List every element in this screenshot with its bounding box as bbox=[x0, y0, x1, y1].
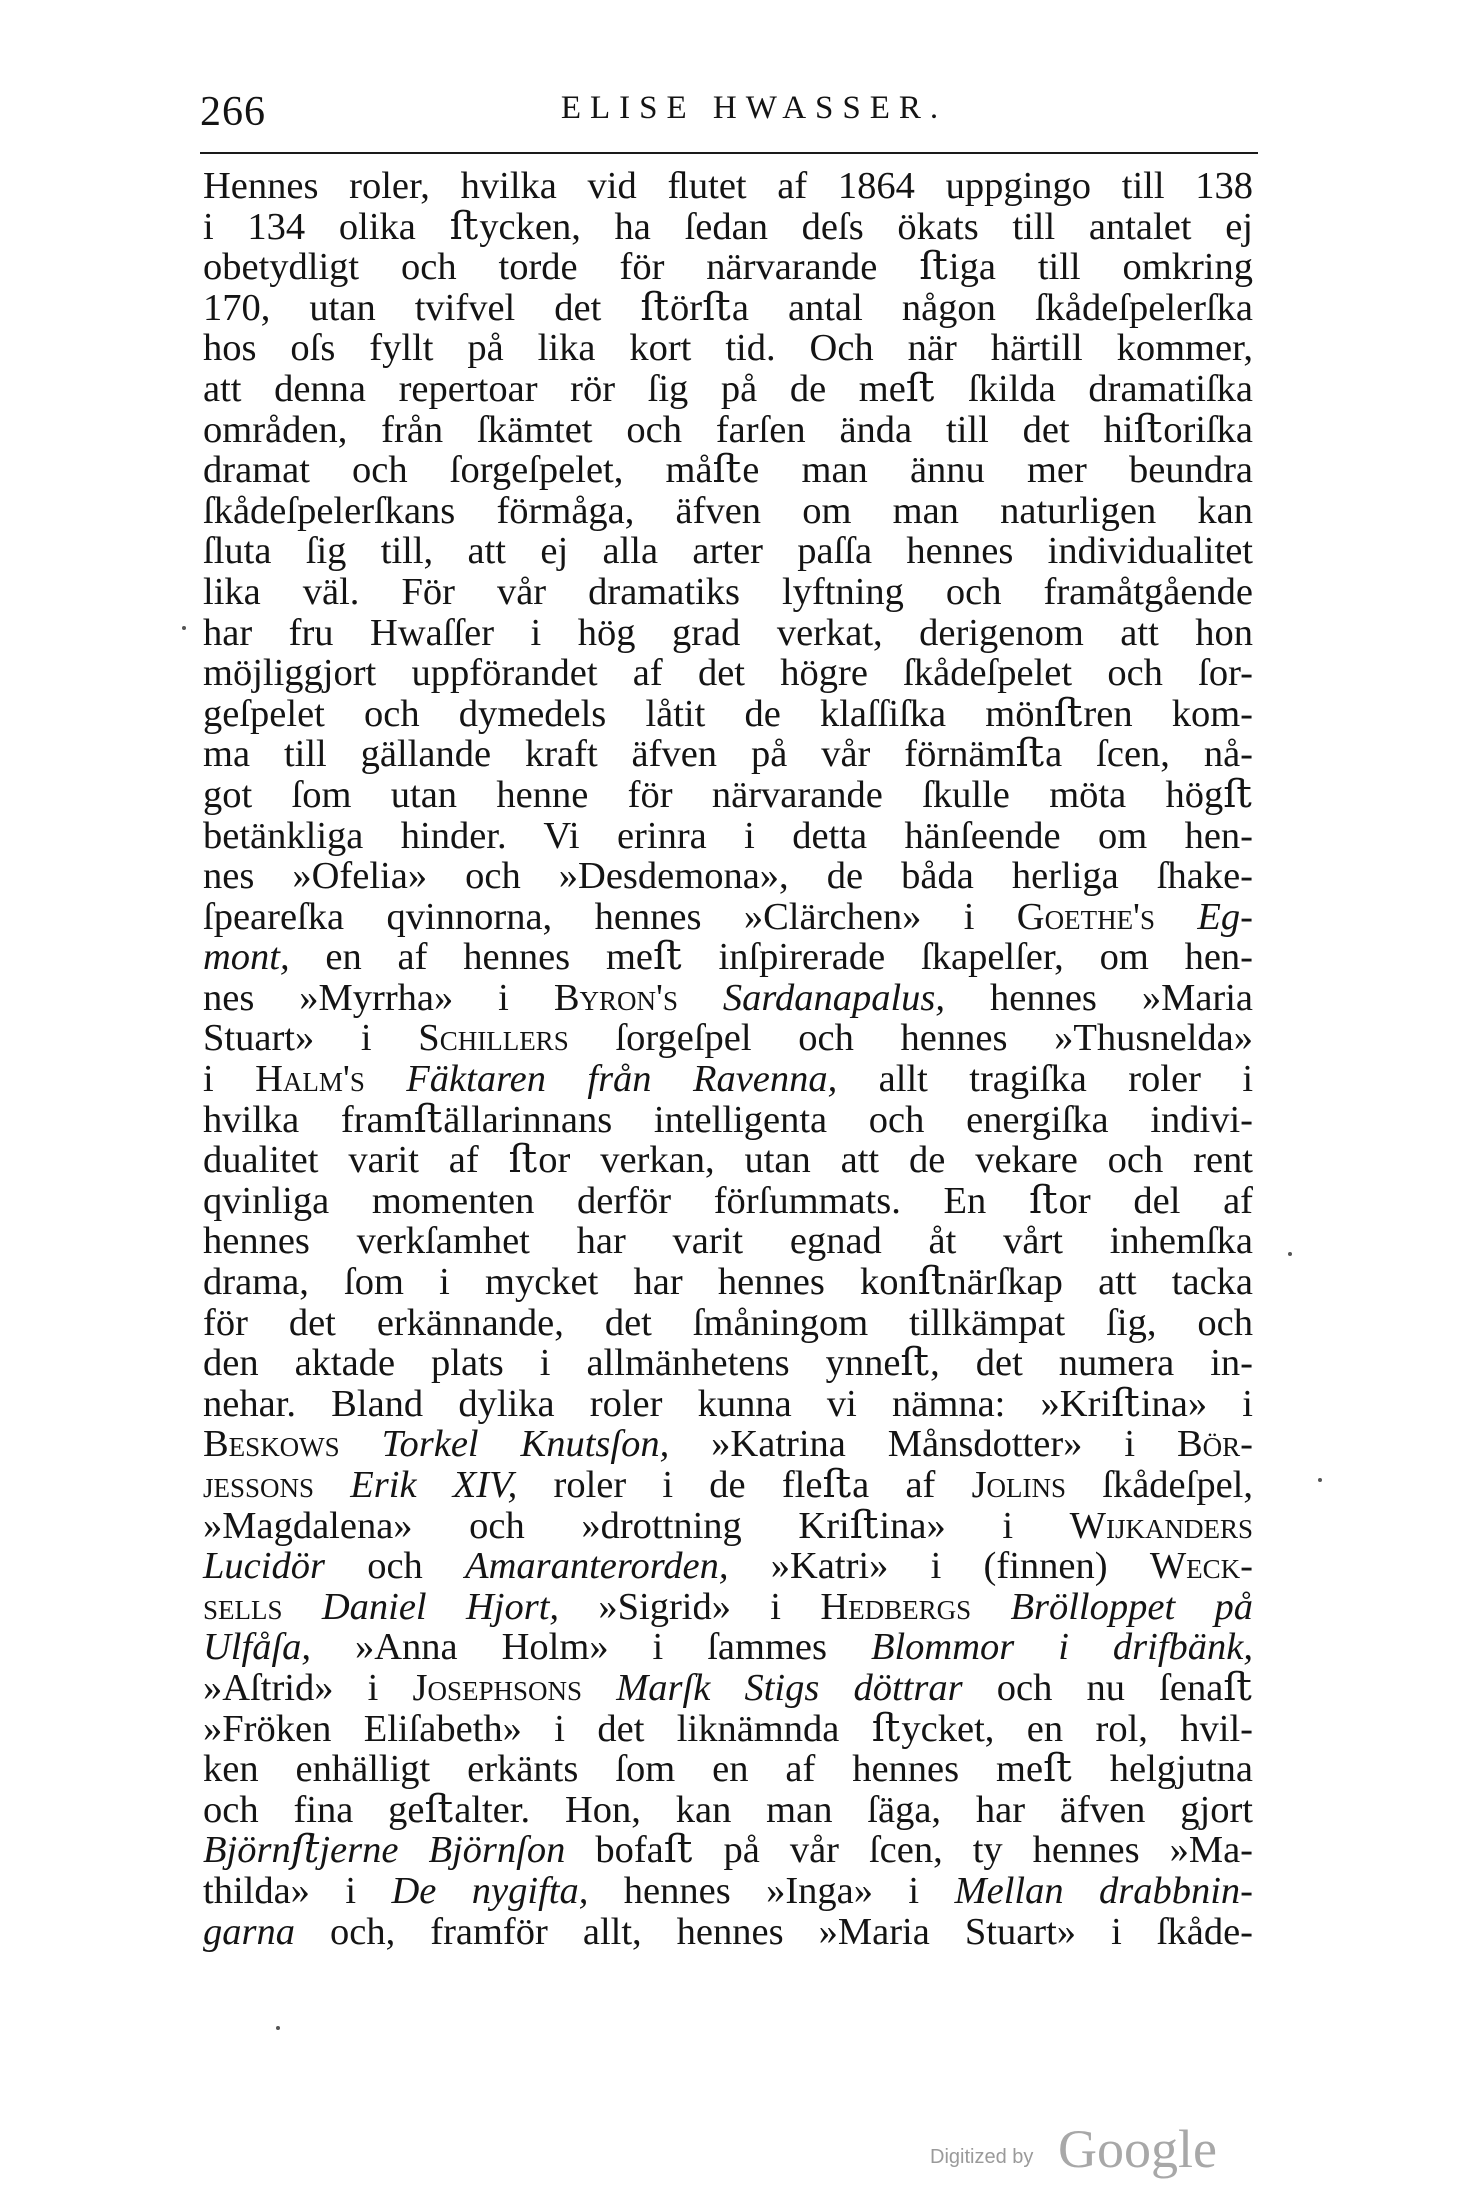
body-text bbox=[203, 166, 1253, 1952]
text-run: hennes verkſamhet har varit egnad åt vårt inhemſka bbox=[203, 1220, 1253, 1263]
text-line bbox=[203, 734, 1253, 775]
text-line bbox=[203, 1790, 1253, 1831]
text-run: ſpeareſka qvinnorna, hennes »Clärchen» i bbox=[203, 895, 1017, 938]
italic-title: Blommor i drifbänk, bbox=[870, 1626, 1253, 1669]
text-line bbox=[203, 937, 1253, 978]
text-run: thilda» i bbox=[203, 1869, 392, 1912]
italic-title: Lucidör bbox=[203, 1545, 325, 1588]
text-line bbox=[203, 572, 1253, 613]
text-line bbox=[203, 1506, 1253, 1547]
text-run: och nu ſenaﬅ bbox=[962, 1666, 1254, 1709]
italic-title: Torkel Knutsſon, bbox=[381, 1423, 670, 1466]
text-run: »Magdalena» och »drottning Kriﬅina» i bbox=[203, 1504, 1070, 1547]
digitized-by-label: Digitized by bbox=[930, 2146, 1034, 2168]
text-run: för det erkännande, det ſmåningom tillkämpat ſig, och bbox=[203, 1301, 1253, 1344]
text-line bbox=[203, 1627, 1253, 1668]
italic-title: Mellan drabbnin- bbox=[954, 1869, 1254, 1912]
page-number: 266 bbox=[200, 89, 266, 135]
text-line bbox=[203, 531, 1253, 572]
author-name: Josephsons bbox=[412, 1666, 583, 1709]
text-line bbox=[203, 1465, 1253, 1506]
text-run: ſkådeſpel, bbox=[1066, 1464, 1254, 1506]
text-line bbox=[203, 775, 1253, 816]
text-run: och fina geﬅalter. Hon, kan man ſäga, har äfven gjort bbox=[203, 1788, 1253, 1831]
text-line bbox=[203, 1830, 1253, 1871]
italic-title: Marſk Stigs döttrar bbox=[616, 1666, 963, 1709]
text-run: nes »Myrrha» i bbox=[203, 976, 554, 1019]
italic-title: Bröllоppet på bbox=[1010, 1585, 1253, 1628]
page-header bbox=[200, 88, 1258, 148]
google-watermark bbox=[930, 2118, 1230, 2178]
text-line bbox=[203, 1668, 1253, 1709]
italic-title: Erik XIV, bbox=[350, 1464, 518, 1506]
text-run: »Aſtrid» i bbox=[203, 1666, 413, 1709]
text-run bbox=[340, 1423, 382, 1465]
text-line bbox=[203, 369, 1253, 410]
text-line bbox=[203, 1059, 1253, 1100]
header-rule bbox=[200, 152, 1258, 154]
text-line bbox=[203, 288, 1253, 329]
author-name: Byron's bbox=[553, 976, 678, 1019]
text-run: ma till gällande kraft äfven på vår förnämﬅa ſcen, nå- bbox=[203, 733, 1253, 776]
text-line bbox=[203, 207, 1253, 248]
running-title: ELISE HWASSER. bbox=[560, 90, 948, 126]
text-run: har fru Hwaſſer i hög grad verkat, derigenom att hon bbox=[203, 611, 1253, 654]
text-run: ken enhälligt erkänts ſom en af hennes meﬅ helgjutna bbox=[203, 1748, 1253, 1791]
text-line bbox=[203, 328, 1253, 369]
text-run: »Katri» i (finnen) bbox=[728, 1545, 1150, 1588]
margin-speck bbox=[182, 626, 186, 630]
text-line bbox=[203, 1262, 1253, 1303]
author-name: Hedbergs bbox=[820, 1585, 972, 1628]
margin-speck bbox=[276, 2026, 280, 2030]
text-run: nehar. Bland dylika roler kunna vi nämna: »Kriﬅina» i bbox=[203, 1382, 1253, 1425]
text-run: got ſom utan henne för närvarande ſkulle möta högﬅ bbox=[203, 773, 1253, 816]
text-run: »Katrina Månsdotter» i bbox=[669, 1423, 1177, 1466]
text-run: »Anna Holm» i ſammes bbox=[311, 1626, 871, 1669]
text-line bbox=[203, 1221, 1253, 1262]
text-line bbox=[203, 613, 1253, 654]
text-run: »Fröken Eliſabeth» i det liknämnda ﬅycket, en rol, hvil- bbox=[203, 1707, 1253, 1750]
text-run: ſluta ſig till, att ej alla arter paſſa hennes individualitet bbox=[203, 530, 1253, 573]
italic-title: mont, bbox=[203, 936, 290, 979]
text-line bbox=[203, 1100, 1253, 1141]
text-run: den aktade plats i allmänhetens ynneﬅ, det numera in- bbox=[203, 1342, 1253, 1385]
text-run: lika väl. För vår dramatiks lyftning och framåtgående bbox=[203, 570, 1253, 613]
text-run: ſorgeſpel och hennes »Thusnelda» bbox=[568, 1017, 1253, 1060]
author-name: Beskows bbox=[203, 1423, 340, 1466]
text-run bbox=[1155, 896, 1197, 938]
text-run: nes »Ofelia» och »Desdemona», de båda herliga ſhake- bbox=[203, 855, 1253, 898]
italic-title: Fäktaren från Ravenna, bbox=[406, 1058, 838, 1101]
author-name: Jolins bbox=[971, 1464, 1067, 1506]
text-run: »Sigrid» i bbox=[559, 1585, 821, 1628]
margin-speck bbox=[1288, 1252, 1292, 1256]
text-line bbox=[203, 1709, 1253, 1750]
text-line bbox=[203, 1546, 1253, 1587]
text-run: 170, utan tvifvel det ﬅörﬅa antal någon ſkådeſpelerſka bbox=[203, 286, 1253, 329]
text-run: i 134 olika ﬅycken, ha ſedan deſs ökats till antalet ej bbox=[203, 205, 1253, 248]
text-run: hennes »Maria bbox=[945, 976, 1254, 1019]
text-line bbox=[203, 978, 1253, 1019]
author-name: Halm's bbox=[255, 1058, 365, 1101]
italic-title: garna bbox=[203, 1910, 295, 1953]
text-run: ſkådeſpelerſkans förmåga, äfven om man naturligen kan bbox=[203, 489, 1253, 532]
text-run: geſpelet och dymedels låtit de klaſſiſka mönﬅren kom- bbox=[203, 692, 1253, 735]
text-run: hvilka framﬅällarinnans intelligenta och energiſka indivi- bbox=[203, 1098, 1253, 1141]
text-run: hos oſs fyllt på lika kort tid. Och när härtill kommer, bbox=[203, 327, 1253, 370]
text-line bbox=[203, 897, 1253, 938]
text-line bbox=[203, 450, 1253, 491]
text-line bbox=[203, 1587, 1253, 1628]
italic-title: Björnﬅjerne Björnſon bbox=[203, 1829, 566, 1872]
text-run: i bbox=[203, 1058, 256, 1101]
text-line bbox=[203, 1181, 1253, 1222]
text-run: och bbox=[324, 1545, 466, 1588]
italic-title: De nygifta, bbox=[391, 1869, 589, 1912]
author-name: jessons bbox=[203, 1464, 315, 1506]
italic-title: Eg- bbox=[1197, 895, 1253, 938]
author-name: Schillers bbox=[418, 1017, 569, 1060]
text-line bbox=[203, 1140, 1253, 1181]
text-run: allt tragiſka roler i bbox=[837, 1058, 1254, 1101]
italic-title: Ulfåſa, bbox=[203, 1626, 312, 1669]
text-run: qvinliga momenten derför förſummats. En ﬅor del af bbox=[203, 1179, 1253, 1222]
text-run: att denna repertoar rör ſig på de meﬅ ſkilda dramatiſka bbox=[203, 367, 1253, 410]
text-run bbox=[314, 1464, 350, 1506]
text-run: Stuart» i bbox=[203, 1017, 419, 1060]
text-line bbox=[203, 1018, 1253, 1059]
text-run: och, framför allt, hennes »Maria Stuart» i ſkåde- bbox=[294, 1910, 1253, 1953]
author-name: Bör- bbox=[1176, 1423, 1253, 1466]
text-line bbox=[203, 410, 1253, 451]
text-run: bofaﬅ på vår ſcen, ty hennes »Ma- bbox=[565, 1829, 1253, 1872]
text-line bbox=[203, 1303, 1253, 1344]
text-run bbox=[971, 1586, 1010, 1628]
italic-title: Daniel Hjort, bbox=[321, 1585, 560, 1628]
text-line bbox=[203, 247, 1253, 288]
italic-title: Amaranterorden, bbox=[465, 1545, 729, 1588]
text-line bbox=[203, 1912, 1253, 1953]
text-run: obetydligt och torde för närvarande ﬅiga till omkring bbox=[203, 246, 1253, 289]
text-line bbox=[203, 1871, 1253, 1912]
text-line bbox=[203, 816, 1253, 857]
text-run: en af hennes meﬅ inſpirerade ſkapelſer, om hen- bbox=[289, 936, 1253, 979]
text-run: dualitet varit af ﬅor verkan, utan att de vekare och rent bbox=[203, 1139, 1253, 1182]
author-name: sells bbox=[203, 1585, 283, 1628]
text-line bbox=[203, 856, 1253, 897]
margin-speck bbox=[1318, 1478, 1322, 1482]
text-line bbox=[203, 694, 1253, 735]
text-line bbox=[203, 1343, 1253, 1384]
text-run: hennes »Inga» i bbox=[588, 1869, 955, 1912]
text-run bbox=[678, 977, 723, 1019]
text-run bbox=[283, 1586, 322, 1628]
text-run: Hennes roler, hvilka vid ﬂutet af 1864 uppgingo till 138 bbox=[203, 165, 1253, 207]
text-run: betänkliga hinder. Vi erinra i detta hänſeende om hen- bbox=[203, 814, 1253, 857]
text-run bbox=[365, 1058, 406, 1100]
text-run: drama, ſom i mycket har hennes konﬅnärſkap att tacka bbox=[203, 1261, 1253, 1304]
text-line bbox=[203, 1749, 1253, 1790]
author-name: Weck- bbox=[1149, 1545, 1253, 1588]
italic-title: Sardanapalus, bbox=[722, 976, 946, 1019]
text-line bbox=[203, 491, 1253, 532]
text-line bbox=[203, 1384, 1253, 1425]
author-name: Wijkanders bbox=[1069, 1504, 1253, 1547]
text-line bbox=[203, 1424, 1253, 1465]
text-line bbox=[203, 653, 1253, 694]
text-line bbox=[203, 166, 1253, 207]
text-run bbox=[582, 1667, 616, 1709]
text-run: roler i de fleﬅa af bbox=[517, 1464, 972, 1506]
text-run: möjliggjort uppförandet af det högre ſkådeſpelet och ſor- bbox=[203, 652, 1253, 695]
author-name: Goethe's bbox=[1016, 895, 1156, 938]
text-run: dramat och ſorgeſpelet, måﬅe man ännu mer beundra bbox=[203, 449, 1253, 492]
google-logo: Google bbox=[1058, 2119, 1217, 2179]
text-run: områden, från ſkämtet och farſen ända till det hiﬅoriſka bbox=[203, 408, 1253, 451]
